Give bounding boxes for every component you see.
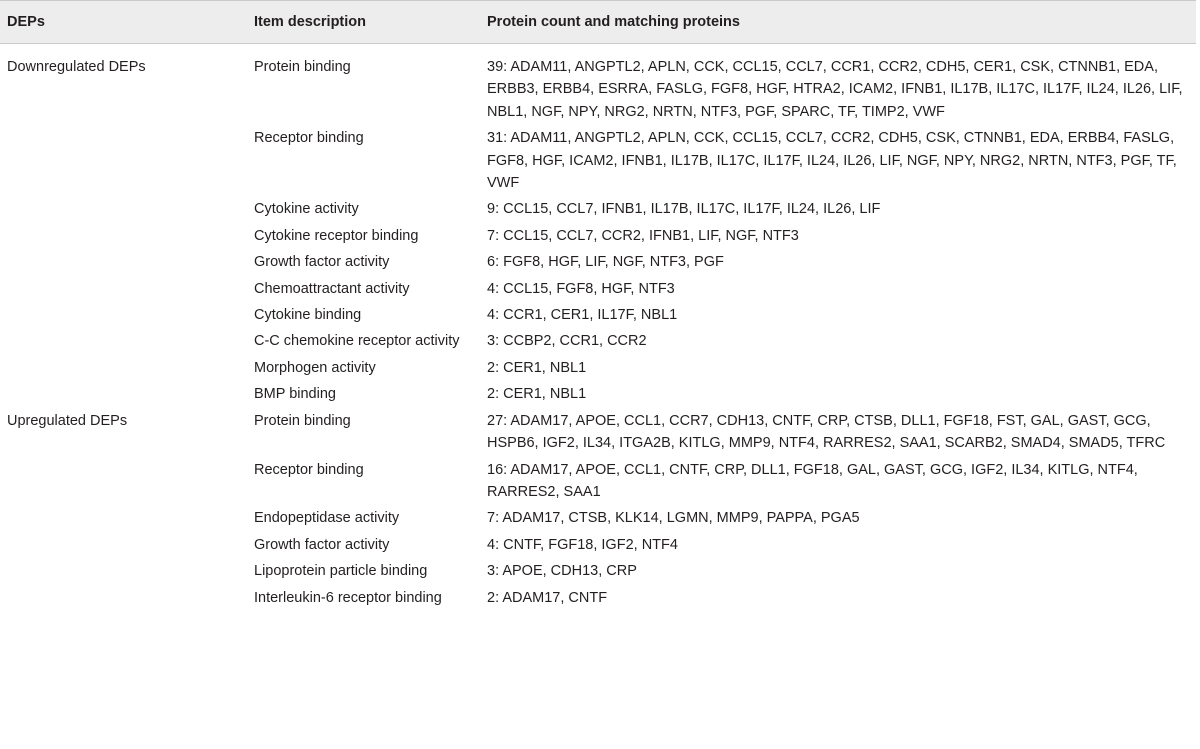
item-description-cell: C-C chemokine receptor activity [254,333,460,350]
proteins-cell: 2: ADAM17, CNTF [487,589,608,606]
header-deps: DEPs [0,1,248,44]
table-row [0,301,1196,327]
header-item-description: Item description [248,1,481,44]
item-description-cell: Cytokine receptor binding [254,227,419,244]
deps-cell [0,124,248,195]
table-row [0,584,1196,610]
deps-cell: Upregulated DEPs [7,412,128,429]
proteins-cell: 9: CCL15, CCL7, IFNB1, IL17B, IL17C, IL17F, IL24, IL26, LIF [487,201,881,218]
table-row [0,222,1196,248]
deps-cell [0,456,248,505]
table-row [0,456,1196,505]
item-description-cell: Cytokine binding [254,307,362,324]
item-description-cell: Lipoprotein particle binding [254,563,428,580]
item-description-cell: Protein binding [254,412,351,429]
deps-cell [0,195,248,221]
proteins-cell: 4: CCR1, CER1, IL17F, NBL1 [487,307,678,324]
deps-cell [0,380,248,406]
item-description-cell: Cytokine activity [254,201,359,218]
proteins-cell: 7: CCL15, CCL7, CCR2, IFNB1, LIF, NGF, NTF3 [487,227,799,244]
deps-cell [0,354,248,380]
item-description-cell: Endopeptidase activity [254,510,400,527]
proteins-cell: 3: APOE, CDH13, CRP [487,563,637,580]
deps-cell [0,248,248,274]
item-description-cell: Chemoattractant activity [254,280,410,297]
proteins-cell: 39: ADAM11, ANGPTL2, APLN, CCK, CCL15, CCL7, CCR1, CCR2, CDH5, CER1, CSK, CTNNB1, EDA, ERBB3, ERBB4, ESRRA, FASLG, FGF8, HGF, HTRA2, ICAM2, IFNB1, IL17B, IL17C, IL17F, IL24, IL26, LIF, NBL1, NGF, NPY, NRG2, NRTN, NTF3, PGF, SPARC, TF, TIMP2, VWF [487,59,1183,120]
item-description-cell: Growth factor activity [254,536,390,553]
proteins-cell: 16: ADAM17, APOE, CCL1, CNTF, CRP, DLL1, FGF18, GAL, GAST, GCG, IGF2, IL34, KITLG, NTF4, RARRES2, SAA1 [487,461,1138,500]
item-description-cell: Morphogen activity [254,359,376,376]
proteins-cell: 6: FGF8, HGF, LIF, NGF, NTF3, PGF [487,254,724,271]
proteins-cell: 7: ADAM17, CTSB, KLK14, LGMN, MMP9, PAPPA, PGA5 [487,510,860,527]
deps-cell [0,531,248,557]
proteins-cell: 3: CCBP2, CCR1, CCR2 [487,333,647,350]
table-row [0,195,1196,221]
item-description-cell: Receptor binding [254,461,364,478]
table-row [0,44,1196,125]
deps-cell [0,584,248,610]
header-protein-count: Protein count and matching proteins [481,1,1196,44]
item-description-cell: BMP binding [254,386,336,403]
table-body [0,44,1196,610]
proteins-cell: 4: CCL15, FGF8, HGF, NTF3 [487,280,675,297]
proteins-cell: 27: ADAM17, APOE, CCL1, CCR7, CDH13, CNTF, CRP, CTSB, DLL1, FGF18, FST, GAL, GAST, GCG, HSPB6, IGF2, IL34, ITGA2B, KITLG, MMP9, NTF4, RARRES2, SAA1, SCARB2, SMAD4, SMAD5, TFRC [487,412,1166,452]
table-row [0,407,1196,456]
deps-cell [0,504,248,530]
deps-cell [0,275,248,301]
item-description-cell: Growth factor activity [254,254,390,271]
item-description-cell: Interleukin-6 receptor binding [254,589,442,606]
proteins-cell: 2: CER1, NBL1 [487,359,587,376]
proteins-cell: 4: CNTF, FGF18, IGF2, NTF4 [487,536,678,553]
deps-cell: Downregulated DEPs [7,59,146,75]
deps-cell [0,222,248,248]
table-row [0,557,1196,583]
header-row [0,1,1196,44]
table-row [0,531,1196,557]
table-row [0,380,1196,406]
deps-cell [0,327,248,353]
item-description-cell: Receptor binding [254,130,364,147]
item-description-cell: Protein binding [254,59,351,75]
table-header [0,1,1196,44]
deps-cell [0,301,248,327]
table-row [0,504,1196,530]
table-row [0,354,1196,380]
proteins-cell: 31: ADAM11, ANGPTL2, APLN, CCK, CCL15, CCL7, CCR2, CDH5, CSK, CTNNB1, EDA, ERBB4, FASLG, FGF8, HGF, ICAM2, IFNB1, IL17B, IL17C, IL17F, IL24, IL26, LIF, NGF, NPY, NRG2, NRTN, NTF3, PGF, TF, VWF [487,130,1177,192]
table-row [0,327,1196,353]
deps-cell [0,557,248,583]
table-row [0,275,1196,301]
proteins-cell: 2: CER1, NBL1 [487,386,587,403]
table-row [0,248,1196,274]
table-row [0,124,1196,195]
